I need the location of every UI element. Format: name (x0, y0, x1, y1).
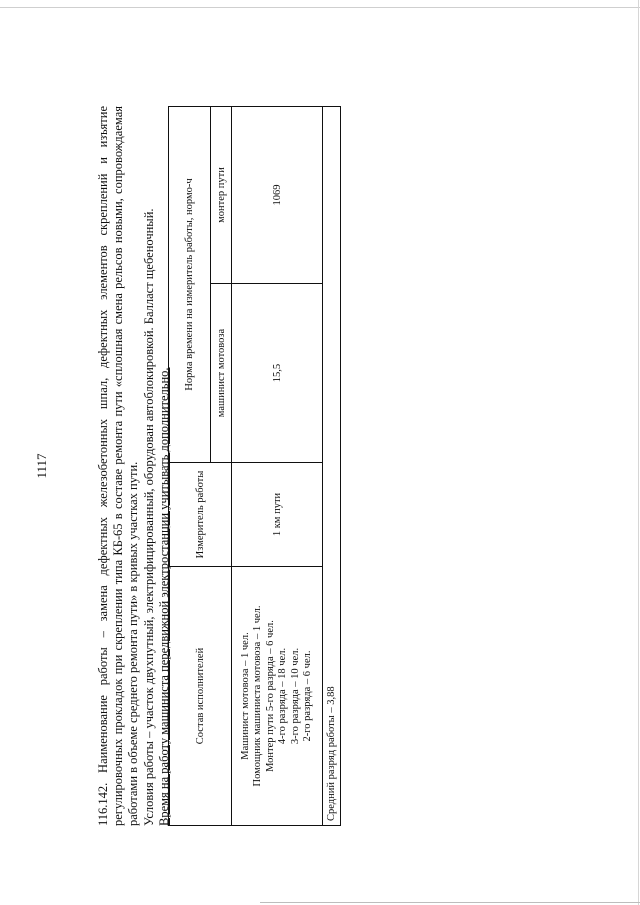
page-number: 1117 (34, 453, 49, 479)
composition-line: Машинист мотовоза – 1 чел. (239, 632, 251, 760)
machinist-norm-cell: 15,5 (232, 284, 323, 463)
meter-cell: 1 км пути (232, 463, 323, 567)
fitter-norm-cell: 1069 (232, 107, 323, 284)
paragraph-conditions: Условия работы – участок двухпутный, электрифицированный, оборудован автоблокировкой. Балласт щебеночный. (141, 208, 156, 826)
header-meter: Измеритель работы (169, 463, 232, 567)
header-composition: Состав исполнителей (169, 567, 232, 826)
composition-line: 3-го разряда – 10 чел. (289, 647, 301, 745)
scan-edge-top (0, 7, 640, 8)
composition-line: 2-го разряда – 6 чел. (301, 650, 313, 742)
scan-edge-right (638, 0, 639, 905)
table-footer-row (322, 107, 340, 826)
composition-line: Монтер пути 5-го разряда – 6 чел. (264, 620, 276, 772)
paragraph-title: 116.142. Наименование работы – замена дефектных железобетонных шпал, дефектных элементов скреплений и изъятие регулировочных прокладок при скреплении типа КБ-65 в составе ремонта пути «сплошная смена рельсов новыми, сопровождаемая работами в объеме среднего ремонта пути» в кривых участках пути. (96, 106, 141, 826)
paragraph-block (96, 106, 172, 826)
composition-line: Помощник машиниста мотовоза – 1 чел. (252, 605, 264, 787)
composition-line: 4-го разряда – 18 чел. (277, 647, 289, 745)
header-fitter: монтер пути (211, 107, 232, 284)
header-machinist: машинист мотовоза (211, 284, 232, 463)
header-norm: Норма времени на измеритель работы, нормо-ч (169, 107, 211, 463)
table-header-row (169, 107, 211, 826)
table-row (232, 107, 323, 826)
work-norm-table (168, 106, 341, 826)
scan-edge-bottom (260, 902, 640, 903)
paragraph-note: Время на работу машиниста передвижной электростанции учитывать дополнительно. (156, 367, 171, 826)
average-grade: Средний разряд работы – 3,88 (322, 107, 340, 826)
composition-cell (232, 567, 323, 826)
rotated-document-page (34, 106, 360, 826)
